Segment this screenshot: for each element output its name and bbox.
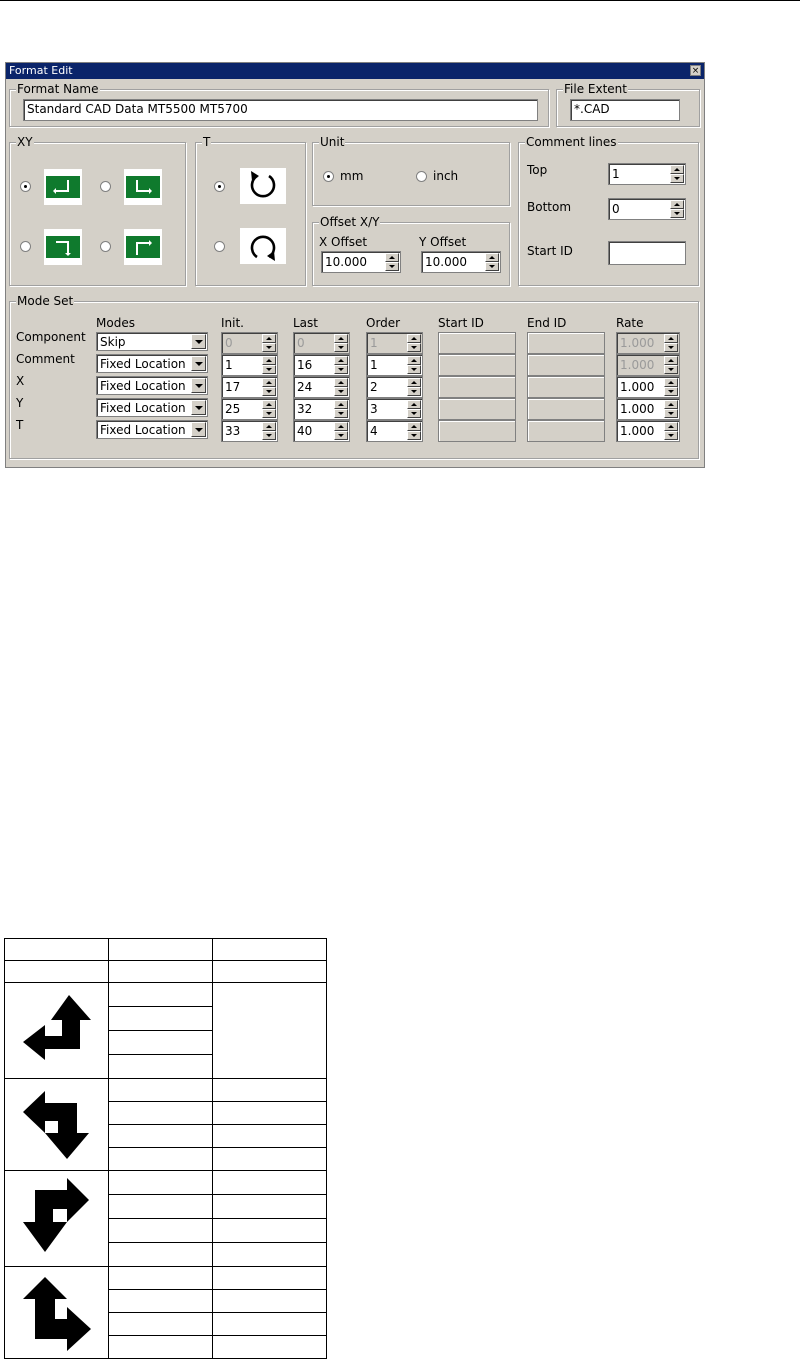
table-cell: [109, 1313, 213, 1336]
xy-option-4[interactable]: [124, 229, 162, 265]
table-cell: [109, 1336, 213, 1359]
t-radio-cw[interactable]: [214, 241, 225, 252]
start-id-field: [438, 332, 516, 354]
mode-select[interactable]: [96, 332, 208, 351]
rate-spinbox[interactable]: [616, 376, 680, 398]
spin-up-icon[interactable]: [334, 334, 348, 343]
arrow-up-right-down-icon: [5, 1269, 107, 1357]
y-offset-value: 10.000: [425, 255, 467, 269]
table-cell: [109, 961, 213, 983]
xy-legend: XY: [17, 135, 33, 149]
table-cell: [213, 1267, 327, 1290]
last-spinbox-value: 16: [297, 358, 313, 372]
spin-up-icon[interactable]: [262, 356, 276, 365]
spin-up-icon[interactable]: [664, 400, 678, 409]
table-cell: [109, 1055, 213, 1079]
mode-select-value: Skip: [100, 335, 126, 349]
col-header-rate: Rate: [616, 316, 644, 330]
offset-group: [312, 215, 510, 286]
format-edit-dialog: [5, 62, 705, 468]
rotate-clockwise-icon: [240, 228, 286, 264]
spin-down-icon[interactable]: [262, 409, 276, 418]
init-spinbox[interactable]: [221, 354, 278, 376]
spin-down-icon[interactable]: [334, 365, 348, 374]
init-spinbox[interactable]: [221, 376, 278, 398]
spin-up-icon[interactable]: [262, 422, 276, 431]
arrow-left-down-icon: [44, 229, 82, 265]
t-group: [195, 135, 306, 286]
table-cell: [109, 1031, 213, 1055]
y-offset-label: Y Offset: [419, 235, 467, 249]
table-cell: [109, 1267, 213, 1290]
end-id-field: [527, 376, 605, 398]
comment-top-spinbox[interactable]: [608, 163, 686, 185]
table-cell: [213, 1313, 327, 1336]
rate-spinbox-value: 1.000: [620, 424, 655, 438]
table-cell: [109, 1219, 213, 1243]
spin-down-icon[interactable]: [334, 343, 348, 352]
table-cell: [109, 1125, 213, 1148]
start-id-field: [438, 376, 516, 398]
spin-down-icon[interactable]: [262, 431, 276, 440]
rate-spinbox-value: 1.000: [620, 402, 655, 416]
last-spinbox[interactable]: [293, 376, 350, 398]
spin-up-icon[interactable]: [407, 400, 421, 409]
spin-up-icon[interactable]: [407, 356, 421, 365]
table-arrow-cell: [5, 1267, 109, 1359]
init-spinbox[interactable]: [221, 398, 278, 420]
dialog-title: Format Edit: [9, 64, 73, 77]
comment-bottom-value: 0: [612, 202, 620, 216]
col-header-modes: Modes: [96, 316, 135, 330]
t-option-ccw[interactable]: [240, 168, 286, 204]
table-cell: [213, 1125, 327, 1148]
table-cell: [213, 983, 327, 1079]
end-id-field: [527, 354, 605, 376]
rate-spinbox-value: 1.000: [620, 336, 655, 350]
spin-down-icon[interactable]: [334, 409, 348, 418]
spin-up-icon[interactable]: [664, 422, 678, 431]
last-spinbox-value: 0: [297, 336, 305, 350]
mode-select-value: Fixed Location: [100, 379, 186, 393]
spin-up-icon[interactable]: [407, 422, 421, 431]
comment-top-label: Top: [527, 163, 548, 177]
table-cell: [109, 1007, 213, 1031]
unit-mm-label: mm: [340, 169, 364, 183]
spin-up-icon[interactable]: [334, 422, 348, 431]
spin-down-icon[interactable]: [664, 431, 678, 440]
spin-up-icon[interactable]: [485, 253, 499, 262]
mode-select[interactable]: [96, 420, 208, 439]
spin-down-icon[interactable]: [485, 262, 499, 271]
file-extent-input[interactable]: *.CAD: [570, 99, 680, 121]
chevron-down-icon[interactable]: [191, 356, 206, 371]
order-spinbox[interactable]: [366, 354, 423, 376]
order-spinbox-value: 3: [370, 402, 378, 416]
t-radio-ccw[interactable]: [214, 181, 225, 192]
table-cell: [213, 961, 327, 983]
col-header-init: Init.: [221, 316, 244, 330]
spin-down-icon[interactable]: [670, 174, 684, 183]
order-spinbox-value: 1: [370, 336, 378, 350]
end-id-field: [527, 332, 605, 354]
spin-up-icon[interactable]: [670, 200, 684, 209]
start-id-field: [438, 354, 516, 376]
spin-up-icon[interactable]: [385, 253, 399, 262]
spin-down-icon[interactable]: [385, 262, 399, 271]
table-cell: [213, 1243, 327, 1267]
table-arrow-cell: [5, 1171, 109, 1267]
x-offset-spinbox[interactable]: [321, 251, 401, 273]
chevron-down-icon[interactable]: [191, 378, 206, 393]
spin-up-icon[interactable]: [334, 400, 348, 409]
chevron-down-icon[interactable]: [191, 334, 206, 349]
spin-down-icon[interactable]: [664, 343, 678, 352]
spin-down-icon[interactable]: [262, 387, 276, 396]
end-id-field: [527, 420, 605, 442]
spin-up-icon[interactable]: [407, 334, 421, 343]
spin-down-icon[interactable]: [262, 365, 276, 374]
rate-spinbox-value: 1.000: [620, 358, 655, 372]
mode-row-label: T: [16, 418, 24, 432]
last-spinbox-value: 40: [297, 424, 313, 438]
spin-down-icon[interactable]: [664, 387, 678, 396]
rate-spinbox[interactable]: [616, 354, 680, 376]
spin-up-icon[interactable]: [262, 334, 276, 343]
init-spinbox-value: 33: [225, 424, 241, 438]
comment-lines-legend: Comment lines: [526, 135, 617, 149]
col-header-order: Order: [366, 316, 401, 330]
unit-radio-inch[interactable]: [416, 171, 427, 182]
spin-down-icon[interactable]: [407, 387, 421, 396]
last-spinbox-value: 32: [297, 402, 313, 416]
xy-option-3[interactable]: [44, 229, 82, 265]
xy-radio-1[interactable]: [20, 181, 31, 192]
mode-row-label: X: [16, 374, 25, 388]
table-cell: [213, 1148, 327, 1171]
last-spinbox[interactable]: [293, 398, 350, 420]
spin-down-icon[interactable]: [670, 209, 684, 218]
reference-table: [4, 938, 327, 1359]
spin-down-icon[interactable]: [407, 409, 421, 418]
comment-lines-group: [518, 135, 699, 286]
format-name-legend: Format Name: [17, 82, 99, 96]
spin-up-icon[interactable]: [670, 165, 684, 174]
init-spinbox[interactable]: [221, 332, 278, 354]
xy-group: [9, 135, 186, 286]
start-id-label: Start ID: [527, 244, 573, 258]
order-spinbox[interactable]: [366, 332, 423, 354]
spin-down-icon[interactable]: [407, 365, 421, 374]
file-extent-group: [556, 82, 700, 127]
unit-legend: Unit: [320, 135, 345, 149]
spin-up-icon[interactable]: [407, 378, 421, 387]
rate-spinbox[interactable]: [616, 332, 680, 354]
unit-radio-mm[interactable]: [323, 171, 334, 182]
table-header-cell: [109, 939, 213, 961]
xy-radio-4[interactable]: [100, 241, 111, 252]
init-spinbox-value: 1: [225, 358, 233, 372]
init-spinbox[interactable]: [221, 420, 278, 442]
mode-select-value: Fixed Location: [100, 357, 186, 371]
order-spinbox[interactable]: [366, 376, 423, 398]
dialog-titlebar: [6, 63, 704, 79]
spin-down-icon[interactable]: [664, 365, 678, 374]
spin-down-icon[interactable]: [334, 431, 348, 440]
mode-set-group: [9, 294, 699, 459]
t-legend: T: [203, 135, 211, 149]
mode-set-legend: Mode Set: [17, 294, 74, 308]
comment-bottom-label: Bottom: [527, 200, 572, 214]
last-spinbox-value: 24: [297, 380, 313, 394]
last-spinbox[interactable]: [293, 354, 350, 376]
table-cell: [109, 1195, 213, 1219]
arrow-left-up-icon: [5, 985, 107, 1077]
offset-legend: Offset X/Y: [320, 215, 380, 229]
table-cell: [213, 1290, 327, 1313]
table-cell: [109, 983, 213, 1007]
y-offset-spinbox[interactable]: [421, 251, 501, 273]
table-cell: [109, 1171, 213, 1195]
chevron-down-icon[interactable]: [191, 422, 206, 437]
spin-up-icon[interactable]: [334, 378, 348, 387]
spin-up-icon[interactable]: [262, 400, 276, 409]
chevron-down-icon[interactable]: [191, 400, 206, 415]
mode-select[interactable]: [96, 376, 208, 395]
mode-row-label: Component: [16, 330, 86, 344]
x-offset-value: 10.000: [325, 255, 367, 269]
spin-down-icon[interactable]: [334, 387, 348, 396]
table-cell: [109, 1079, 213, 1102]
mode-select[interactable]: [96, 398, 208, 417]
x-offset-label: X Offset: [319, 235, 368, 249]
spin-down-icon[interactable]: [407, 431, 421, 440]
arrow-left-down-icon: [5, 1081, 107, 1169]
xy-radio-3[interactable]: [20, 241, 31, 252]
arrow-right-down-icon: [124, 169, 162, 205]
unit-group: [312, 135, 510, 206]
comment-bottom-spinbox[interactable]: [608, 198, 686, 220]
comment-top-value: 1: [612, 167, 620, 181]
spin-up-icon[interactable]: [262, 378, 276, 387]
arrow-right-up-icon: [124, 229, 162, 265]
spin-up-icon[interactable]: [664, 356, 678, 365]
table-header-cell: [5, 939, 109, 961]
mode-row-label: Y: [16, 396, 24, 410]
col-header-start-id: Start ID: [438, 316, 484, 330]
init-spinbox-value: 17: [225, 380, 241, 394]
t-option-cw[interactable]: [240, 228, 286, 264]
start-id-field: [438, 398, 516, 420]
table-cell: [109, 1148, 213, 1171]
file-extent-legend: File Extent: [564, 82, 627, 96]
col-header-last: Last: [293, 316, 318, 330]
rate-spinbox-value: 1.000: [620, 380, 655, 394]
order-spinbox-value: 2: [370, 380, 378, 394]
init-spinbox-value: 25: [225, 402, 241, 416]
spin-down-icon[interactable]: [664, 409, 678, 418]
col-header-end-id: End ID: [527, 316, 567, 330]
rate-spinbox[interactable]: [616, 420, 680, 442]
close-button[interactable]: ×: [691, 66, 700, 76]
last-spinbox[interactable]: [293, 332, 350, 354]
spin-up-icon[interactable]: [664, 334, 678, 343]
last-spinbox[interactable]: [293, 420, 350, 442]
spin-up-icon[interactable]: [334, 356, 348, 365]
table-cell: [213, 1219, 327, 1243]
order-spinbox[interactable]: [366, 398, 423, 420]
order-spinbox-value: 4: [370, 424, 378, 438]
init-spinbox-value: 0: [225, 336, 233, 350]
table-arrow-cell: [5, 983, 109, 1079]
table-cell: [213, 1171, 327, 1195]
table-header-cell: [213, 939, 327, 961]
format-name-group: [9, 82, 549, 127]
table-cell: [5, 961, 109, 983]
table-cell: [213, 1102, 327, 1125]
table-cell: [109, 1243, 213, 1267]
table-cell: [109, 1102, 213, 1125]
arrow-right-up-icon: [5, 1172, 107, 1266]
table-arrow-cell: [5, 1079, 109, 1171]
spin-up-icon[interactable]: [664, 378, 678, 387]
mode-row-label: Comment: [16, 352, 75, 366]
start-id-field: [438, 420, 516, 442]
xy-option-1[interactable]: [44, 169, 82, 205]
xy-radio-2[interactable]: [100, 181, 111, 192]
table-cell: [109, 1290, 213, 1313]
table-cell: [213, 1336, 327, 1359]
rotate-counterclockwise-icon: [240, 168, 286, 204]
spin-down-icon[interactable]: [262, 343, 276, 352]
order-spinbox-value: 1: [370, 358, 378, 372]
arrow-left-up-icon: [44, 169, 82, 205]
mode-select-value: Fixed Location: [100, 401, 186, 415]
rate-spinbox[interactable]: [616, 398, 680, 420]
start-id-input[interactable]: [608, 241, 686, 265]
mode-select-value: Fixed Location: [100, 423, 186, 437]
xy-option-2[interactable]: [124, 169, 162, 205]
end-id-field: [527, 398, 605, 420]
spin-down-icon[interactable]: [407, 343, 421, 352]
order-spinbox[interactable]: [366, 420, 423, 442]
mode-select[interactable]: [96, 354, 208, 373]
format-name-input[interactable]: Standard CAD Data MT5500 MT5700: [23, 99, 538, 121]
page-top-rule: [0, 0, 800, 1]
table-cell: [213, 1195, 327, 1219]
unit-inch-label: inch: [433, 169, 459, 183]
table-cell: [213, 1079, 327, 1102]
